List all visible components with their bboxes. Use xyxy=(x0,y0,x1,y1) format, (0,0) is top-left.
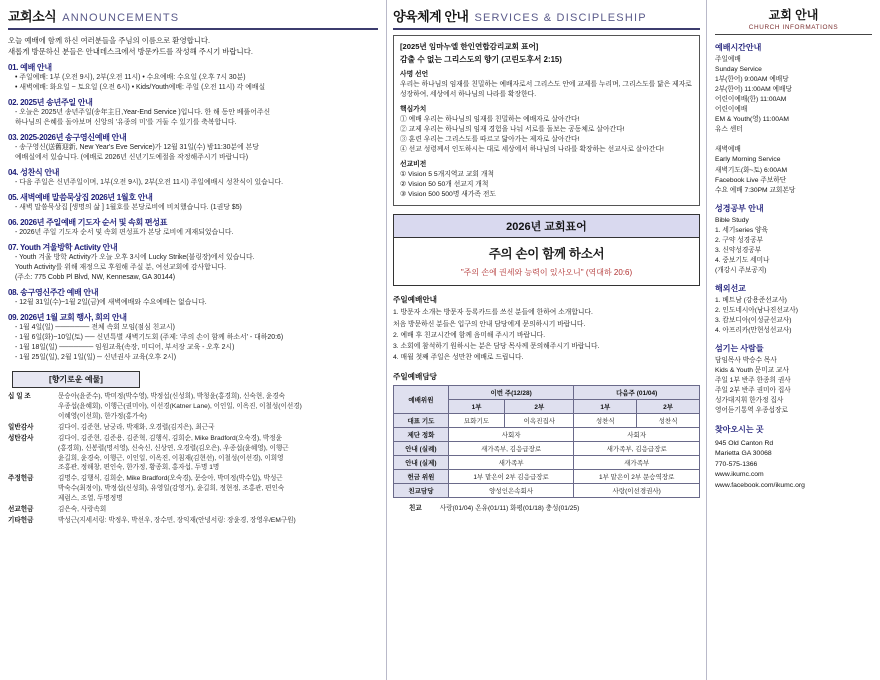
announcement-title: 05. 새벽예배 말씀묵상집 2026년 1월호 안내 xyxy=(8,193,153,203)
duty-group-this-week: 이번 주(12/28) xyxy=(448,386,574,400)
info-line: 1부(한어) 9:00AM 예배당 xyxy=(715,76,789,84)
info-line: 성가대지휘 한가정 집사 xyxy=(715,397,784,405)
info-line: 담임목사 박승수 목사 xyxy=(715,357,777,365)
discipleship-heading xyxy=(393,6,700,30)
announcement-item xyxy=(8,287,378,308)
duty-cell: 새가족부, 김응급장로 xyxy=(448,442,574,456)
offering-row xyxy=(8,505,378,515)
info-section-title: 예배시간안내 xyxy=(715,43,762,52)
worship-duty-table xyxy=(393,385,700,498)
duty-sub-4: 2부 xyxy=(637,400,700,414)
info-line: 1. 세기series 양육 xyxy=(715,226,768,234)
offering-names: 김다이, 김준현, 남궁라, 박재화, 오경렬(김지은), 최근국 xyxy=(58,423,215,431)
duty-role: 안내 (실례) xyxy=(394,442,449,456)
announcement-body xyxy=(8,73,378,93)
duty-cell: 양성인은속회사 xyxy=(448,484,574,498)
church-location-title: 찾아오시는 곳 xyxy=(715,425,764,435)
duty-role: 친교담당 xyxy=(394,484,449,498)
mission-declaration-text: 우리는 하나님의 임재를 친밀하는 예배자로서 그리스도 안에 교제를 누리며, 그리스도를 닮은 제자로 성장하여, 세상에서 하나님의 나라를 확장한다. xyxy=(400,81,692,99)
announcement-body xyxy=(8,178,378,188)
announcement-line: - 새벽 말씀묵상집 [생명의 삶 ] 1월호를 본당로비에 비치했습니다. (1권당 $5) xyxy=(15,204,242,212)
announcement-line: - 1월 4일(일) ─────── 전체 속회 모임(점심 친교시) xyxy=(15,324,175,332)
offering-names: 김명수, 김행식, 김희순, Mike Bradford(오숙경), 문승아, 박미정(박수입), 박성근 박숙수(최정이), 박정섭(신성희), 유영일(감영거), 윤길희, 정현정, 조홍관, 편인숙 제럼스, 조열, 두명정명 xyxy=(58,475,285,503)
fellowship-text: 사랑(01/04) 온유(01/11) 화평(01/18) 충성(01/25) xyxy=(439,505,580,513)
announcement-title: 01. 예배 안내 xyxy=(8,63,52,73)
info-line: EM & Youth(영) 11:00AM xyxy=(715,116,789,124)
welcome-intro xyxy=(8,35,378,57)
announcement-item xyxy=(8,97,378,128)
duty-table-row xyxy=(394,428,700,442)
duty-role: 대표 기도 xyxy=(394,414,449,428)
core-value-line: ① 예배 우리는 하나님의 임재를 친밀하는 예배자로 살아간다! xyxy=(400,115,580,123)
announcement-title: 09. 2026년 1월 교회 행사, 회의 안내 xyxy=(8,313,127,323)
mission-box-subtitle: 감출 수 없는 그리스도의 향기 (고린도후서 2:15) xyxy=(400,55,562,65)
duty-role: 헌금 위원 xyxy=(394,470,449,484)
duty-cell: 묘화기도 xyxy=(448,414,504,428)
info-section-title: 성경공부 안내 xyxy=(715,203,764,213)
announcement-item xyxy=(8,132,378,163)
announcement-line: - 1월 25일(일), 2월 1일(일) ─ 신년권사 교육(오후 2시) xyxy=(15,354,177,362)
info-line: 새벽예배 xyxy=(715,146,741,154)
discipleship-column xyxy=(386,0,706,680)
service-guide-line: 2. 예배 후 친교시간에 함께 음미해 주시기 바랍니다. xyxy=(393,331,546,339)
church-info-sections xyxy=(715,42,872,416)
announcement-line: - 1월 18일(일) ─────── 임원교육(속장, 미디어, 부서장 교육 - 오후 2시) xyxy=(15,344,235,352)
core-value-line: ④ 선교 성령께서 인도하시는 대로 세상에서 하나님의 나라를 확장하는 선교사로 살아간다! xyxy=(400,146,664,154)
announcement-body xyxy=(8,323,378,363)
announcement-body xyxy=(8,108,378,128)
info-line: 4. 아프리카(만현성선교사) xyxy=(715,327,792,335)
announcement-body xyxy=(8,143,378,163)
info-line: 수요 예배 7:30PM 교회본당 xyxy=(715,186,796,194)
info-line: Bible Study xyxy=(715,216,749,224)
duty-cell: 새가족부 xyxy=(574,456,700,470)
duty-table-row xyxy=(394,414,700,428)
vision-line: ③ Vision 500 500명 새가족 전도 xyxy=(400,191,496,199)
duty-cell: 성찬식 xyxy=(637,414,700,428)
announcement-item xyxy=(8,217,378,238)
duty-cell: 새가족부 xyxy=(448,456,574,470)
core-values-list xyxy=(400,115,693,156)
info-line: 3. 캄보디아(이성균선교사) xyxy=(715,317,792,325)
announcement-title: 02. 2025년 송년주일 안내 xyxy=(8,98,93,108)
announcement-line: 예배실에서 있습니다. (예배로 2026년 신년기도예절을 작정해주시기 바랍니다) xyxy=(15,154,249,162)
mission-declaration-label: 사명 선언 xyxy=(400,71,429,79)
info-line: Facebook Live 주보하단 xyxy=(715,176,787,184)
info-line: 1. 베트남 (강용준선교사) xyxy=(715,296,787,304)
announcement-item xyxy=(8,62,378,93)
announcement-title: 07. Youth 겨울방학 Activity 안내 xyxy=(8,243,118,253)
announcement-line: 하나님의 은혜를 돌아보며 신앙의 '유종의 미'를 거둘 수 있기를 축복합니다. xyxy=(15,119,237,127)
duty-table-row xyxy=(394,442,700,456)
info-line: 2. 인도네시아(남나진선교사) xyxy=(715,306,798,314)
info-section-title: 섬기는 사람들 xyxy=(715,344,764,354)
fellowship-label: 친교 xyxy=(409,505,422,513)
location-line: Marietta GA 30068 xyxy=(715,450,772,458)
mission-vision-list xyxy=(400,170,693,201)
announcement-line: - 2026년 주일 기도자 순서 및 속회 편성표가 본당 로비에 게재되었습니다. xyxy=(15,229,234,237)
duty-role: 안내 (실제) xyxy=(394,456,449,470)
church-info-column xyxy=(706,0,880,680)
announcement-item xyxy=(8,312,378,363)
announcement-line: - 송구영신(送舊迎新, New Year's Eve Service)가 12월 31일(수) 밤11:30분에 본당 xyxy=(15,144,259,152)
discipleship-heading-kr: 양육체계 안내 xyxy=(393,9,469,24)
offering-people-list xyxy=(8,392,378,526)
announcement-line: (주소: 775 Cobb Pl Blvd, NW, Kennesaw, GA 30144) xyxy=(15,274,176,282)
offering-category: 기타헌금 xyxy=(8,516,34,524)
duty-table-row xyxy=(394,470,700,484)
duty-sub-1: 1부 xyxy=(448,400,504,414)
announcement-line: Youth Activity를 위해 재정으로 후원해 주실 분, 여선교회에 감사합니다. xyxy=(15,264,227,272)
duty-cell: 사랑(이선경권사) xyxy=(574,484,700,498)
offering-category: 일반감사 xyxy=(8,423,34,431)
offering-names: 박성근(지세서링: 박정우, 박선우, 장수민, 장익재(안녕서링: 장윤경, 장영우/EM구원) xyxy=(58,516,296,524)
info-section-body xyxy=(715,55,872,196)
core-values-label: 핵심가치 xyxy=(400,105,427,113)
service-guide-list xyxy=(393,308,700,363)
announcement-line: - 12월 31일(수)~1월 2일(금)에 새벽예배와 수요예배는 없습니다. xyxy=(15,299,207,307)
announcement-title: 08. 송구영신주간 예배 안내 xyxy=(8,288,99,298)
offering-row xyxy=(8,423,378,433)
duty-sub-3: 1부 xyxy=(574,400,637,414)
info-line: 4. 중보기도 세미나 xyxy=(715,256,770,264)
location-line: 770-575-1366 xyxy=(715,460,758,468)
year-theme-verse: "주의 손에 권세와 능력이 있사오니" (역대하 20:6) xyxy=(460,268,633,278)
duty-sub-2: 2부 xyxy=(505,400,574,414)
duty-table-body xyxy=(394,414,700,498)
duty-cell: 새가족부, 김응급장로 xyxy=(574,442,700,456)
announcement-title: 06. 2026년 주일예배 기도자 순서 및 속회 편성표 xyxy=(8,218,168,228)
duty-col-header: 예배위원 xyxy=(394,386,449,414)
offering-names: 문승아(윤준수), 박미정(박수영), 박정섭(신성희), 박청윤(홍경희), 신숙현, 윤경숙 우종섭(윤혜회), 이행근(권미아), 이선경(Katner Lane), 이인일, 이옥진, 이철성(이선경) 이혜영(이선희), 한가정(홍가숙) xyxy=(58,393,302,420)
church-info-heading-kr: 교회 안내 xyxy=(768,8,819,22)
info-line: Early Morning Service xyxy=(715,156,781,164)
offering-names: 김다이, 김준현, 김준용, 김준혁, 김행식, 김희순, Mike Bradford(오숙경), 박정윤 (홍경희), 신봉렬(명서영), 신숙신, 신상연, 오경렬(김오은), 우종섭(윤혜영), 이행근 윤길희, 윤경숙, 이행근, 이인일, 이옥진, 이침재(김현선), 이철성(이선경), 이희영 조홍관, 정해창, 편인숙, 한가정, 황종회, 홍자섭, 두명 1명 xyxy=(58,434,289,472)
announcement-line: - 다음 주일은 신년주일이며, 1부(오전 9시), 2부(오전 11시) 주일예배시 성찬식이 있습니다. xyxy=(15,179,284,187)
info-line: 새벽기도(화~토) 6:00AM xyxy=(715,166,788,174)
announcement-line: - Youth 겨울 방학 Activity가 오늘 오후 3시에 Lucky Strike(불링장)에서 있습니다. xyxy=(15,254,255,262)
welcome-line-1: 오늘 예배에 함께 하신 여러분들을 주님의 이름으로 환영합니다. xyxy=(8,36,211,45)
announcements-column xyxy=(0,0,386,680)
offering-row xyxy=(8,516,378,526)
service-guide-line: 1. 방문자 소개는 방문자 등록카드를 쓰신 분들에 한하여 소개합니다. xyxy=(393,309,593,317)
offering-category: 선교헌금 xyxy=(8,506,34,514)
announcement-item xyxy=(8,167,378,188)
announcement-body xyxy=(8,253,378,283)
info-section-body xyxy=(715,216,872,276)
info-line: (개강시 주보공지) xyxy=(715,266,767,274)
announcements-heading-kr: 교회소식 xyxy=(8,9,57,24)
offering-box-title: [향기로운 예물] xyxy=(12,371,140,388)
announcement-line: - 오늘은 2025년 송년주일(송年主日,Year-End Service )입니다. 한 해 동안 베풀어주신 xyxy=(15,109,271,117)
offering-category: 주정헌금 xyxy=(8,475,34,483)
info-line: 3. 신약성경공부 xyxy=(715,246,762,254)
mission-box-title: [2025년 임마누엘 한인연합감리교회 표어] xyxy=(400,42,539,51)
announcements-heading xyxy=(8,6,378,30)
duty-cell: 사회자 xyxy=(574,428,700,442)
church-info-heading-en: CHURCH INFORMATIONS xyxy=(748,24,839,31)
duty-cell: 사회자 xyxy=(448,428,574,442)
offering-category: 성탄감사 xyxy=(8,434,34,442)
mission-vision-label: 선교비전 xyxy=(400,160,427,168)
offering-row xyxy=(8,392,378,422)
location-line: www.ikumc.com xyxy=(715,471,764,479)
announcement-line: - 1월 6일(화)~10일(토) ── 신년특별 새벽기도회 (주제: '주의 손이 함께 하소서' - 대하20:6) xyxy=(15,334,284,342)
announcement-title: 04. 성찬식 안내 xyxy=(8,168,60,178)
info-line: Kids & Youth 문미교 교사 xyxy=(715,367,789,375)
service-guide-title: 주일예배안내 xyxy=(393,295,438,305)
announcement-body xyxy=(8,203,378,213)
duty-table-title: 주일예배담당 xyxy=(393,372,438,382)
year-theme-header: 2026년 교회표어 xyxy=(394,215,699,238)
duty-table-row xyxy=(394,484,700,498)
service-guide-line: 3. 소회에 참석하기 원하시는 분은 담당 목사께 문의해주시기 바랍니다. xyxy=(393,342,600,350)
announcement-line: • 새벽예배: 화요일 ~ 토요일 (오전 6시) • Kids/Youth예배: 주일 (오전 11시) 각 예배실 xyxy=(15,84,266,92)
announcement-item xyxy=(8,242,378,283)
church-info-heading xyxy=(715,6,872,31)
announcement-body xyxy=(8,298,378,308)
info-line: 2부(한어) 11:00AM 예배당 xyxy=(715,86,792,94)
announcement-body xyxy=(8,228,378,238)
church-location-lines xyxy=(715,439,872,492)
duty-table-row xyxy=(394,456,700,470)
info-section-body xyxy=(715,356,872,416)
info-line: 주일 2부 반주 권미아 집사 xyxy=(715,387,791,395)
service-guide-line: 4. 매월 첫째 주일은 성만찬 예배로 드립니다. xyxy=(393,354,524,362)
duty-cell: 성찬식 xyxy=(574,414,637,428)
year-theme-main: 주의 손이 함께 하소서 xyxy=(488,247,605,262)
info-line: 어린이예배 xyxy=(715,106,748,114)
location-line: www.facebook.com/ikumc.org xyxy=(715,481,805,489)
duty-cell: 1부 맡은이 2부 김응급장로 xyxy=(448,470,574,484)
mission-statement-box xyxy=(393,35,700,206)
year-theme-box xyxy=(393,214,700,286)
vision-line: ② Vision 50 50개 선교지 개척 xyxy=(400,180,489,188)
info-section-title: 해외선교 xyxy=(715,283,746,293)
info-line: Sunday Service xyxy=(715,66,762,74)
duty-group-next-week: 다음주 (01/04) xyxy=(574,386,700,400)
location-line: 945 Old Canton Rd xyxy=(715,439,774,447)
duty-role: 제단 정화 xyxy=(394,428,449,442)
offering-category: 십 일 조 xyxy=(8,393,31,401)
vision-line: ① Vision 5 5개지역교 교회 개척 xyxy=(400,170,495,178)
fellowship-rotation xyxy=(393,502,700,512)
year-theme-body xyxy=(394,238,699,285)
announcement-item xyxy=(8,192,378,213)
info-section-body xyxy=(715,296,872,336)
info-line: 유스 센터 xyxy=(715,126,743,134)
offering-row xyxy=(8,474,378,504)
info-line: 영어듣기통역 우종섭장로 xyxy=(715,407,788,415)
info-line: 2. 구약 성경공부 xyxy=(715,236,764,244)
core-value-line: ③ 훈련 우리는 그리스도를 따르고 닮아가는 제자로 살아간다! xyxy=(400,136,580,144)
info-line xyxy=(715,135,872,145)
church-location-block xyxy=(715,424,872,491)
duty-cell: 이옥진집사 xyxy=(505,414,574,428)
discipleship-heading-en: SERVICES & DISCIPLESHIP xyxy=(474,12,647,24)
info-line: 주일예배 xyxy=(715,56,741,63)
offering-names: 김은숙, 사랑속회 xyxy=(58,506,107,514)
announcement-title: 03. 2025-2026년 송구영신예배 안내 xyxy=(8,133,127,143)
duty-cell: 1부 맡은이 2부 문승역장로 xyxy=(574,470,700,484)
info-line: 어린이예배(한) 11:00AM xyxy=(715,96,787,104)
announcement-list xyxy=(8,62,378,363)
info-line: 주일 1부 반주 한종희 권사 xyxy=(715,377,791,385)
announcement-line: • 주일예배: 1부 (오전 9시), 2부(오전 11시) • 수요예배: 수요일 (오후 7시 30분) xyxy=(15,74,246,82)
welcome-line-2: 새롭게 방문하신 분들은 안내데스크에서 방문카드를 작성해 주시기 바랍니다. xyxy=(8,47,253,57)
duty-table-group-row xyxy=(394,386,700,400)
service-guide-line: 처음 방문하신 분들은 입구의 안내 담당에게 문의하시기 바랍니다. xyxy=(393,320,586,328)
offering-row xyxy=(8,434,378,474)
church-info-divider xyxy=(715,34,872,35)
announcements-heading-en: ANNOUNCEMENTS xyxy=(62,12,180,24)
core-value-line: ② 교제 우리는 하나님의 임재 경험을 나눠 서로를 돌보는 공동체로 살아간다! xyxy=(400,126,625,134)
